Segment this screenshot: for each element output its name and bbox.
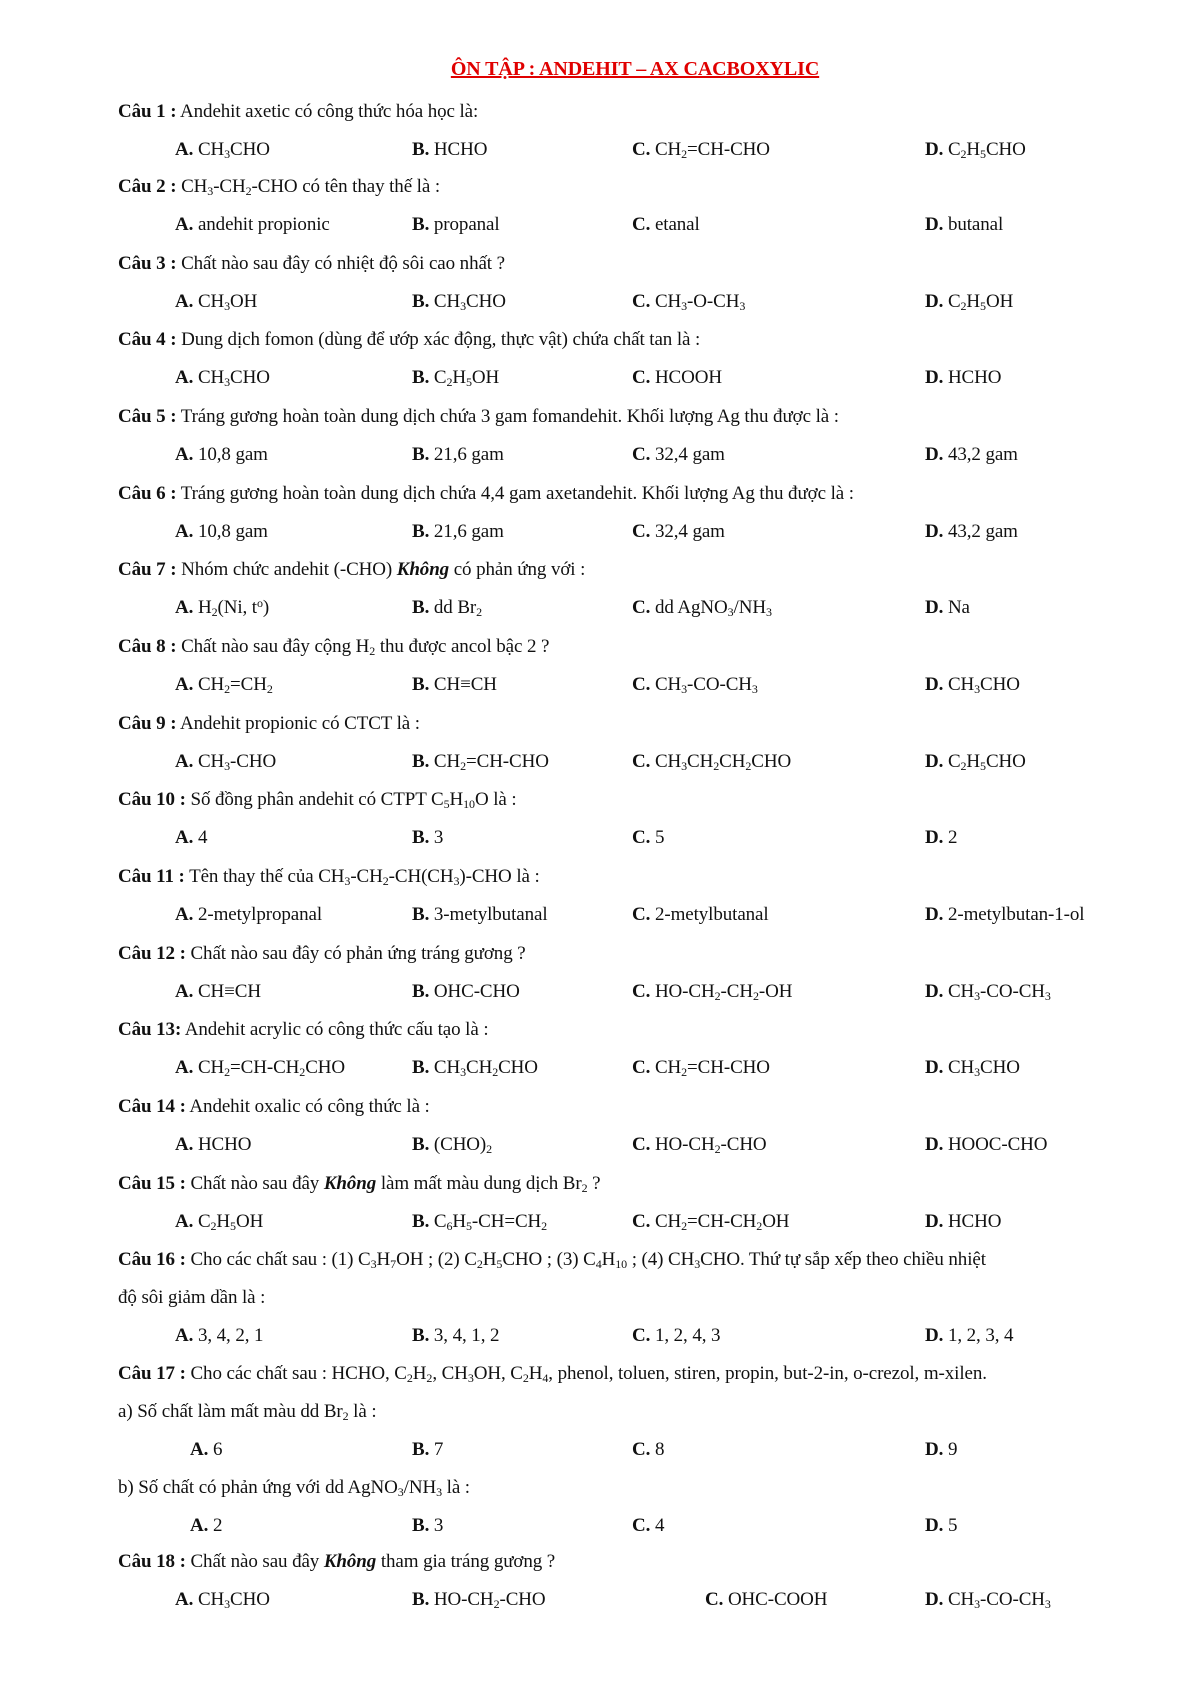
option-letter: D. [925, 1515, 944, 1536]
question-stem: Câu 5 : Tráng gương hoàn toàn dung dịch chứa 3 gam fomandehit. Khối lượng Ag thu được là : [118, 406, 839, 427]
answer-option[interactable] [412, 1514, 443, 1538]
option-letter: A. [175, 521, 194, 542]
answer-option[interactable] [412, 826, 443, 850]
option-text: $CH_3-O-CH_3$ [654, 291, 746, 313]
option-text: $CH_3$-CHO [197, 751, 277, 773]
option-text: $CH_3CHO$ [947, 674, 1020, 696]
question-stem: Câu 7 : Nhóm chức andehit (-CHO) Không có phản ứng với : [118, 559, 586, 580]
option-text: 5 [947, 1515, 958, 1536]
answer-option[interactable] [632, 673, 758, 697]
answer-option[interactable] [190, 1438, 222, 1462]
option-letter: B. [412, 214, 430, 235]
option-text: HCHO [433, 139, 488, 160]
option-text: HCHO [947, 367, 1002, 388]
emphasis-text: Không [323, 1173, 377, 1194]
option-text: dd $Br_2$ [433, 597, 483, 619]
option-text: $CH_3CHO$ [197, 139, 270, 161]
question-stem: Câu 13: Andehit acrylic có công thức cấu tạo là : [118, 1019, 489, 1040]
answer-option[interactable] [412, 1588, 546, 1612]
answer-option[interactable] [175, 826, 207, 850]
answer-option[interactable] [412, 1133, 492, 1157]
option-text: etanal [654, 214, 700, 235]
option-text: 5 [654, 827, 665, 848]
answer-option[interactable] [632, 213, 700, 237]
option-letter: B. [412, 981, 430, 1002]
option-text: $CH_3CH_2CHO$ [433, 1057, 538, 1079]
answer-option[interactable] [632, 903, 769, 927]
answer-option[interactable] [925, 1514, 957, 1538]
answer-option[interactable] [925, 750, 1026, 774]
option-text: Na [947, 597, 970, 618]
option-text: 9 [947, 1439, 958, 1460]
option-letter: B. [412, 1211, 430, 1232]
question-stem: Câu 2 : $CH_3-CH_2$-CHO có tên thay thế là : [118, 176, 441, 198]
option-text: 1, 2, 4, 3 [654, 1325, 721, 1346]
answer-option[interactable] [175, 673, 273, 697]
option-letter: D. [925, 1211, 944, 1232]
question-label: Câu 16 : [118, 1249, 186, 1270]
option-text: HCOOH [654, 367, 722, 388]
option-letter: A. [175, 367, 194, 388]
option-letter: D. [925, 904, 944, 925]
answer-option[interactable] [632, 980, 792, 1004]
option-text: OHC-COOH [727, 1589, 828, 1610]
answer-option[interactable] [925, 443, 1018, 467]
answer-option[interactable] [175, 366, 270, 390]
answer-option[interactable] [925, 520, 1018, 544]
option-text: $CH_3CHO$ [197, 367, 270, 389]
option-text: 2-metylbutanal [654, 904, 769, 925]
question-label: Câu 10 : [118, 789, 186, 810]
option-text: 3 [433, 1515, 444, 1536]
option-text: $CH_3CHO$ [947, 1057, 1020, 1079]
option-letter: D. [925, 1134, 944, 1155]
option-text: 2 [212, 1515, 223, 1536]
option-letter: C. [632, 981, 651, 1002]
question-stem: Câu 6 : Tráng gương hoàn toàn dung dịch chứa 4,4 gam axetandehit. Khối lượng Ag thu được là : [118, 483, 854, 504]
answer-option[interactable] [632, 138, 770, 162]
option-text: $C_2H_5OH$ [947, 291, 1014, 313]
option-text: 21,6 gam [433, 444, 504, 465]
answer-option[interactable] [632, 1438, 664, 1462]
option-letter: B. [412, 904, 430, 925]
answer-option[interactable] [632, 1514, 664, 1538]
option-letter: C. [705, 1589, 724, 1610]
answer-option[interactable] [925, 213, 1003, 237]
option-text: 4 [197, 827, 208, 848]
option-letter: D. [925, 367, 944, 388]
option-text: 32,4 gam [654, 444, 725, 465]
question-label: Câu 13: [118, 1019, 182, 1040]
option-text: 7 [433, 1439, 444, 1460]
question-stem: Câu 17 : Cho các chất sau : HCHO, $C_2H_2$, $CH_3OH$, $C_2H_4$, phenol, toluen, stiren, propin, but-2-in, o-crezol, m-xilen. [118, 1363, 987, 1385]
option-letter: A. [175, 1589, 194, 1610]
option-text: HOOC-CHO [947, 1134, 1048, 1155]
option-letter: C. [632, 597, 651, 618]
option-letter: D. [925, 751, 944, 772]
answer-option[interactable] [925, 1056, 1020, 1080]
option-letter: C. [632, 1134, 651, 1155]
option-letter: D. [925, 291, 944, 312]
option-letter: B. [412, 1325, 430, 1346]
answer-option[interactable] [175, 443, 268, 467]
question-label: Câu 1 : [118, 101, 177, 122]
option-text: 2-metylpropanal [197, 904, 323, 925]
option-letter: A. [175, 214, 194, 235]
answer-option[interactable] [412, 750, 549, 774]
answer-option[interactable] [632, 443, 725, 467]
question-label: Câu 8 : [118, 636, 177, 657]
question-stem: Câu 10 : Số đồng phân andehit có CTPT $C_5H_{10}O$ là : [118, 789, 517, 811]
option-text: $CH_3CHO$ [197, 1589, 270, 1611]
option-text: 3 [433, 827, 444, 848]
option-text: $C_2H_5OH$ [433, 367, 500, 389]
option-letter: C. [632, 521, 651, 542]
answer-option[interactable] [412, 290, 506, 314]
option-text: 6 [212, 1439, 223, 1460]
option-letter: C. [632, 1325, 651, 1346]
option-letter: D. [925, 444, 944, 465]
option-letter: A. [175, 1325, 194, 1346]
option-letter: D. [925, 981, 944, 1002]
option-text: $HO-CH_2$-CHO [654, 1134, 767, 1156]
option-letter: D. [925, 521, 944, 542]
option-text: 43,2 gam [947, 444, 1018, 465]
option-letter: B. [412, 521, 430, 542]
option-text: $CH_3-CO-CH_3$ [947, 981, 1051, 1003]
answer-option[interactable] [632, 290, 745, 314]
option-letter: A. [175, 904, 194, 925]
option-letter: A. [175, 444, 194, 465]
option-text: $CH_3-CO-CH_3$ [654, 674, 758, 696]
answer-option[interactable] [925, 1210, 1001, 1234]
question-stem: Câu 3 : Chất nào sau đây có nhiệt độ sôi cao nhất ? [118, 253, 505, 274]
option-text: andehit propionic [197, 214, 330, 235]
question-label: Câu 4 : [118, 329, 177, 350]
option-letter: A. [190, 1439, 209, 1460]
answer-option[interactable] [412, 596, 482, 620]
option-text: 2 [947, 827, 958, 848]
answer-option[interactable] [925, 903, 1084, 927]
option-letter: A. [175, 674, 194, 695]
option-letter: C. [632, 1439, 651, 1460]
answer-option[interactable] [175, 290, 257, 314]
answer-option[interactable] [412, 980, 520, 1004]
answer-option[interactable] [632, 1133, 767, 1157]
question-stem: Câu 14 : Andehit oxalic có công thức là : [118, 1096, 430, 1117]
option-letter: D. [925, 1057, 944, 1078]
answer-option[interactable] [175, 903, 322, 927]
answer-option[interactable] [925, 980, 1051, 1004]
option-letter: C. [632, 1211, 651, 1232]
option-text: $CH_2=CH$-CHO [433, 751, 549, 773]
answer-option[interactable] [412, 138, 487, 162]
option-letter: B. [412, 367, 430, 388]
answer-option[interactable] [632, 750, 791, 774]
option-letter: D. [925, 597, 944, 618]
answer-option[interactable] [632, 596, 772, 620]
answer-option[interactable] [925, 1438, 957, 1462]
question-label: Câu 14 : [118, 1096, 186, 1117]
option-letter: A. [175, 597, 194, 618]
option-text: 1, 2, 3, 4 [947, 1325, 1014, 1346]
option-letter: D. [925, 214, 944, 235]
option-letter: C. [632, 1057, 651, 1078]
answer-option[interactable] [412, 673, 497, 697]
answer-option[interactable] [632, 826, 664, 850]
sub-question-b: b) Số chất có phản ứng với dd $AgNO_3/NH_3$ là : [118, 1477, 470, 1499]
option-text: $CH_3CHO$ [433, 291, 506, 313]
answer-option[interactable] [925, 1133, 1047, 1157]
option-text: 43,2 gam [947, 521, 1018, 542]
option-text: $CH_2=CH$-CHO [654, 1057, 770, 1079]
option-text: HCHO [947, 1211, 1002, 1232]
answer-option[interactable] [632, 1056, 770, 1080]
option-text: $CH_2=CH_2$ [197, 674, 273, 696]
option-text: dd $AgNO_3/NH_3$ [654, 597, 772, 619]
question-stem: Câu 8 : Chất nào sau đây cộng $H_2$ thu được ancol bậc 2 ? [118, 636, 550, 658]
option-text: $CH_2=CH-CH_2OH$ [654, 1211, 790, 1233]
option-text: $H_2(Ni$, $t^o$) [197, 596, 270, 619]
answer-option[interactable] [175, 1324, 263, 1348]
option-letter: A. [175, 139, 194, 160]
question-label: Câu 3 : [118, 253, 177, 274]
answer-option[interactable] [175, 1133, 251, 1157]
option-letter: C. [632, 444, 651, 465]
question-stem: Câu 12 : Chất nào sau đây có phản ứng tráng gương ? [118, 943, 526, 964]
question-stem: Câu 1 : Andehit axetic có công thức hóa học là: [118, 101, 479, 122]
option-letter: C. [632, 827, 651, 848]
option-text: $C_2H_5CHO$ [947, 139, 1026, 161]
option-letter: B. [412, 1515, 430, 1536]
answer-option[interactable] [632, 1324, 720, 1348]
option-letter: D. [925, 1439, 944, 1460]
option-letter: C. [632, 367, 651, 388]
answer-option[interactable] [412, 213, 500, 237]
answer-option[interactable] [412, 903, 548, 927]
answer-option[interactable] [632, 1210, 789, 1234]
question-stem-continued: độ sôi giảm dần là : [118, 1287, 266, 1308]
question-label: Câu 2 : [118, 176, 177, 197]
question-stem: Câu 11 : Tên thay thế của $CH_3-CH_2-CH(CH_3)$-CHO là : [118, 866, 540, 888]
answer-option[interactable] [175, 213, 330, 237]
option-text: butanal [947, 214, 1004, 235]
question-label: Câu 5 : [118, 406, 177, 427]
answer-option[interactable] [190, 1514, 222, 1538]
option-letter: D. [925, 827, 944, 848]
answer-option[interactable] [925, 366, 1001, 390]
question-label: Câu 7 : [118, 559, 177, 580]
answer-option[interactable] [412, 1324, 499, 1348]
option-letter: B. [412, 291, 430, 312]
answer-option[interactable] [412, 366, 499, 390]
option-text: $CH_3-CO-CH_3$ [947, 1589, 1051, 1611]
emphasis-text: Không [396, 559, 450, 580]
option-text: 3-metylbutanal [433, 904, 548, 925]
option-text: $CH_3OH$ [197, 291, 258, 313]
option-text: 2-metylbutan-1-ol [947, 904, 1085, 925]
question-stem: Câu 15 : Chất nào sau đây Không làm mất màu dung dịch $Br_2$ ? [118, 1173, 601, 1195]
page-title: ÔN TẬP : ANDEHIT – AX CACBOXYLIC [450, 58, 820, 80]
option-text: 3, 4, 2, 1 [197, 1325, 264, 1346]
answer-option[interactable] [175, 138, 270, 162]
option-letter: B. [412, 139, 430, 160]
question-label: Câu 15 : [118, 1173, 186, 1194]
option-letter: A. [175, 981, 194, 1002]
question-label: Câu 9 : [118, 713, 177, 734]
option-text: $C_6H_5-CH=CH_2$ [433, 1211, 548, 1233]
option-text: $CH_2=CH$-CHO [654, 139, 770, 161]
option-text: 8 [654, 1439, 665, 1460]
option-text: $HO-CH_2-CH_2-OH$ [654, 981, 793, 1003]
question-stem: Câu 16 : Cho các chất sau : (1) $C_3H_7OH$ ; (2) $C_2H_5CHO$ ; (3) $C_4H_{10}$ ; (4) $CH_3CHO$. Thứ tự sắp xếp theo chiều nhiệt [118, 1249, 986, 1271]
option-letter: B. [412, 1439, 430, 1460]
option-letter: A. [190, 1515, 209, 1536]
answer-option[interactable] [412, 443, 504, 467]
answer-option[interactable] [175, 1588, 270, 1612]
option-letter: B. [412, 827, 430, 848]
option-text: CH≡CH [197, 981, 261, 1002]
answer-option[interactable] [632, 520, 725, 544]
answer-option[interactable] [925, 290, 1013, 314]
option-letter: D. [925, 674, 944, 695]
answer-option[interactable] [175, 596, 269, 620]
answer-option[interactable] [175, 520, 268, 544]
answer-option[interactable] [175, 1210, 263, 1234]
option-text: $CH_3CH_2CH_2CHO$ [654, 751, 792, 773]
question-label: Câu 6 : [118, 483, 177, 504]
option-letter: A. [175, 751, 194, 772]
option-text: $C_2H_5OH$ [197, 1211, 264, 1233]
option-letter: D. [925, 139, 944, 160]
question-label: Câu 12 : [118, 943, 186, 964]
option-text: $C_2H_5CHO$ [947, 751, 1026, 773]
option-letter: A. [175, 827, 194, 848]
answer-option[interactable] [412, 520, 504, 544]
option-letter: C. [632, 751, 651, 772]
option-letter: C. [632, 904, 651, 925]
option-text: 10,8 gam [197, 521, 268, 542]
option-text: 3, 4, 1, 2 [433, 1325, 500, 1346]
option-text: $HO-CH_2$-CHO [433, 1589, 546, 1611]
question-label: Câu 11 : [118, 866, 185, 887]
option-text: OHC-CHO [433, 981, 520, 1002]
option-letter: A. [175, 291, 194, 312]
answer-option[interactable] [175, 1056, 345, 1080]
answer-option[interactable] [925, 826, 957, 850]
option-text: 32,4 gam [654, 521, 725, 542]
question-label: Câu 17 : [118, 1363, 186, 1384]
option-text: $CH_2=CH-CH_2CHO$ [197, 1057, 346, 1079]
question-label: Câu 18 : [118, 1551, 186, 1572]
option-letter: A. [175, 1057, 194, 1078]
option-letter: B. [412, 1589, 430, 1610]
option-text: HCHO [197, 1134, 252, 1155]
option-letter: B. [412, 444, 430, 465]
answer-option[interactable] [925, 1588, 1051, 1612]
question-stem: Câu 18 : Chất nào sau đây Không tham gia tráng gương ? [118, 1551, 556, 1572]
option-letter: C. [632, 1515, 651, 1536]
option-letter: A. [175, 1211, 194, 1232]
option-letter: C. [632, 674, 651, 695]
answer-option[interactable] [925, 673, 1020, 697]
option-text: propanal [433, 214, 500, 235]
answer-option[interactable] [412, 1056, 538, 1080]
option-letter: C. [632, 291, 651, 312]
option-letter: A. [175, 1134, 194, 1155]
answer-option[interactable] [705, 1588, 827, 1612]
option-text: $(CHO)_2$ [433, 1134, 493, 1156]
option-letter: C. [632, 139, 651, 160]
question-stem: Câu 9 : Andehit propionic có CTCT là : [118, 713, 420, 734]
option-letter: D. [925, 1325, 944, 1346]
option-letter: B. [412, 597, 430, 618]
option-letter: C. [632, 214, 651, 235]
option-letter: B. [412, 674, 430, 695]
answer-option[interactable] [632, 366, 722, 390]
option-text: 21,6 gam [433, 521, 504, 542]
answer-option[interactable] [925, 596, 970, 620]
answer-option[interactable] [412, 1210, 547, 1234]
answer-option[interactable] [925, 138, 1026, 162]
option-letter: B. [412, 1057, 430, 1078]
option-letter: B. [412, 1134, 430, 1155]
answer-option[interactable] [412, 1438, 443, 1462]
option-text: 4 [654, 1515, 665, 1536]
answer-option[interactable] [175, 750, 276, 774]
emphasis-text: Không [323, 1551, 377, 1572]
answer-option[interactable] [175, 980, 261, 1004]
option-text: 10,8 gam [197, 444, 268, 465]
option-letter: B. [412, 751, 430, 772]
sub-question-a: a) Số chất làm mất màu dd $Br_2$ là : [118, 1401, 377, 1423]
answer-option[interactable] [925, 1324, 1013, 1348]
option-letter: D. [925, 1589, 944, 1610]
question-stem: Câu 4 : Dung dịch fomon (dùng để ướp xác động, thực vật) chứa chất tan là : [118, 329, 701, 350]
option-text: CH≡CH [433, 674, 497, 695]
